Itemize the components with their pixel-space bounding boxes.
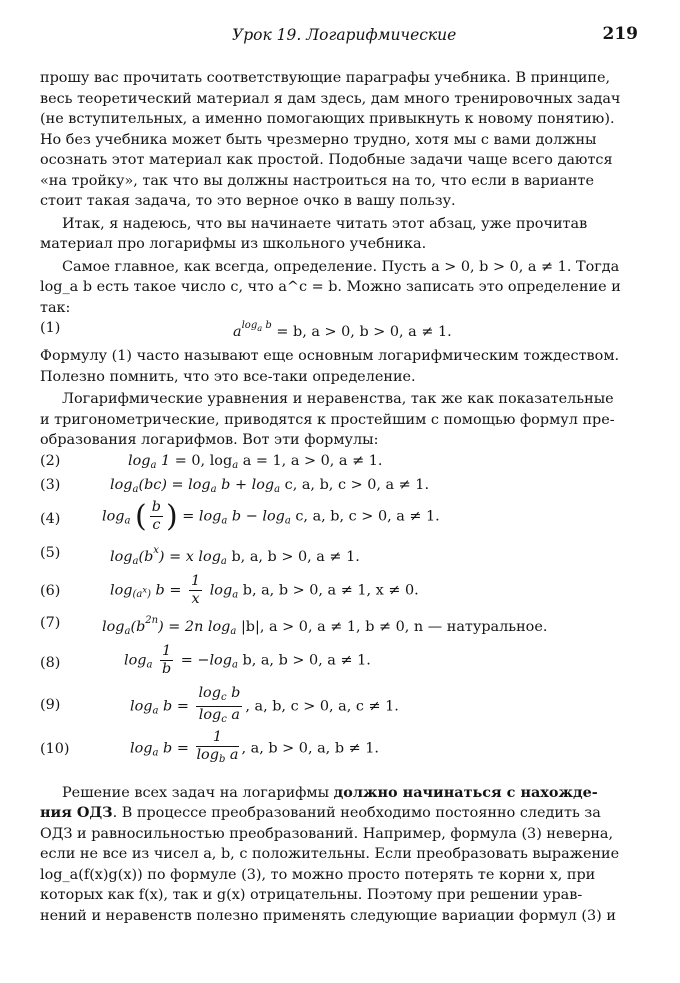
- formula-number: (7): [40, 614, 61, 631]
- formula-tail: c, a, b, c > 0, a ≠ 1.: [295, 508, 440, 524]
- formula-tail: , a, b, c > 0, a, c ≠ 1.: [245, 698, 399, 714]
- formula-tail: b, a, b > 0, a ≠ 1, x ≠ 0.: [242, 582, 419, 598]
- formula-3: [40, 475, 640, 499]
- text-line: Но без учебника может быть чрезмерно трудно, хотя мы с вами должны: [40, 131, 597, 148]
- formula-number: (5): [40, 544, 61, 561]
- formula-tail: a = 1, a > 0, a ≠ 1.: [242, 452, 383, 469]
- formula-expression: $\log_a$ $\frac{1}{b}$ = $-\log_a$ b, a, b > 0, a ≠ 1.: [124, 642, 371, 677]
- formula-tail: b, a, b > 0, a ≠ 1.: [231, 548, 360, 565]
- paragraph-identity: [40, 346, 640, 387]
- emphasis-text: должно начинаться с нахожде-: [333, 783, 598, 801]
- text-fragment: . В процессе преобразований необходимо постоянно следить за: [112, 805, 601, 821]
- formula-10: [40, 729, 640, 775]
- text-fragment: Решение всех задач на логарифмы: [62, 784, 334, 801]
- text-line: log_a b есть такое число c, что a^c = b. Можно записать это определение и: [40, 279, 621, 295]
- formula-expression: $\log_a(bc) = \log_a b + \log_a c$, a, b, c > 0, a ≠ 1.: [110, 476, 430, 495]
- text-line: осознать этот материал как простой. Подобные задачи чаще всего даются: [40, 152, 613, 168]
- paragraph-hope: [40, 214, 640, 255]
- formula-number: (6): [40, 582, 61, 599]
- page-body: [40, 68, 640, 926]
- formula-number: (4): [40, 510, 61, 527]
- formula-tail: b, a, b > 0, a ≠ 1.: [242, 652, 371, 668]
- formula-part: = 0, log: [174, 452, 233, 469]
- formula-7: [40, 613, 640, 643]
- formula-expression: $\log_a$ ( $\frac{b}{c}$ ) = $\log_a b - \log_a c$, a, b, c > 0, a ≠ 1.: [102, 498, 440, 534]
- text-line: если не все из чисел a, b, c положительны. Если преобразовать выражение: [40, 846, 620, 862]
- formula-expression: $\log_a b$ = $\frac{\log_c b}{\log_c a}$ , a, b, c > 0, a, c ≠ 1.: [130, 684, 399, 725]
- text-line: Итак, я надеюсь, что вы начинаете читать этот абзац, уже прочитав: [62, 215, 588, 232]
- page-header: [0, 24, 680, 48]
- emphasis-text: ния ОДЗ: [40, 804, 113, 821]
- formula-8: [40, 643, 640, 685]
- text-line: образования логарифмов. Вот эти формулы:: [40, 432, 379, 448]
- formula-number: (1): [40, 320, 61, 336]
- formula-tail: c, a, b, c > 0, a ≠ 1.: [284, 476, 430, 493]
- formula-9: [40, 685, 640, 729]
- formula-tail: = b, a > 0, b > 0, a ≠ 1.: [276, 324, 452, 340]
- formula-number: (8): [40, 654, 61, 671]
- formula-tail: |b|, a > 0, a ≠ 1, b ≠ 0, n — натуральное.: [240, 618, 548, 635]
- paragraph-definition: [40, 257, 640, 319]
- formula-1: [40, 318, 640, 346]
- formula-tail: , a, b > 0, a, b ≠ 1.: [241, 740, 379, 756]
- formula-expression: $\log_{(a^x)} b$ = $\frac{1}{x}$ $\log_a b$, a, b > 0, a ≠ 1, x ≠ 0.: [110, 572, 419, 607]
- paragraph-equations: [40, 389, 640, 451]
- text-line: материал про логарифмы из школьного учебника.: [40, 236, 427, 252]
- text-line: Самое главное, как всегда, определение. Пусть a > 0, b > 0, a ≠ 1. Тогда: [62, 258, 620, 275]
- text-line: (не вступительных, а именно помогающих привыкнуть к новому понятию).: [40, 111, 615, 127]
- text-line: и тригонометрические, приводятся к простейшим с помощью формул пре-: [40, 411, 615, 428]
- text-line: Логарифмические уравнения и неравенства, так же как показательные: [62, 391, 614, 407]
- text-line: нений и неравенств полезно применять следующие вариации формул (3) и: [40, 907, 616, 924]
- text-line: прошу вас прочитать соответствующие параграфы учебника. В принципе,: [40, 70, 611, 86]
- text-line: log_a(f(x)g(x)) по формуле (3), то можно просто потерять те корни x, при: [40, 866, 596, 883]
- formula-number: (10): [40, 740, 70, 757]
- text-line: так:: [40, 299, 71, 316]
- formula-expression: $a^{log_a b} = b$, a > 0, b > 0, a ≠ 1.: [233, 320, 452, 340]
- formula-expression: $\log_a(b^x) = x$ $\log_a b$, a, b > 0, a ≠ 1.: [110, 544, 360, 567]
- formula-4: [40, 499, 640, 543]
- text-line: весь теоретический материал я дам здесь, дам много тренировочных задач: [40, 90, 621, 107]
- formula-2: [40, 451, 640, 475]
- paragraph-intro: [40, 68, 640, 212]
- formula-expression: $\log_a b$ = $\frac{1}{\log_b a}$ , a, b > 0, a, b ≠ 1.: [130, 728, 379, 765]
- formula-expression: $\log_a(b^{2n}) = 2n$ $\log_a |b|$, a > 0, a ≠ 1, b ≠ 0, n — натуральное.: [102, 614, 548, 637]
- text-line: ОДЗ и равносильностью преобразований. Например, формула (3) неверна,: [40, 825, 614, 842]
- text-line: Полезно помнить, что это все-таки определение.: [40, 368, 416, 385]
- text-line: «на тройку», так что вы должны настроиться на то, что если в варианте: [40, 172, 594, 189]
- running-title: Урок 19. Логарифмические: [232, 26, 457, 44]
- formula-number: (2): [40, 452, 61, 469]
- formula-expression: $\log_a 1 = 0$, $\log_a a = 1$, a > 0, a ≠ 1.: [128, 452, 383, 471]
- text-line: [40, 803, 640, 824]
- text-line: стоит такая задача, то это верное очко в вашу пользу.: [40, 193, 456, 209]
- page-number: 219: [602, 24, 638, 44]
- formula-6: [40, 573, 640, 613]
- text-line: которых как f(x), так и g(x) отрицательны. Поэтому при решении урав-: [40, 887, 583, 903]
- text-line: Формулу (1) часто называют еще основным логарифмическим тождеством.: [40, 348, 620, 364]
- formula-number: (9): [40, 696, 61, 713]
- text-line: [40, 783, 640, 804]
- formula-5: [40, 543, 640, 573]
- paragraph-odz: [40, 783, 640, 927]
- formula-number: (3): [40, 476, 61, 493]
